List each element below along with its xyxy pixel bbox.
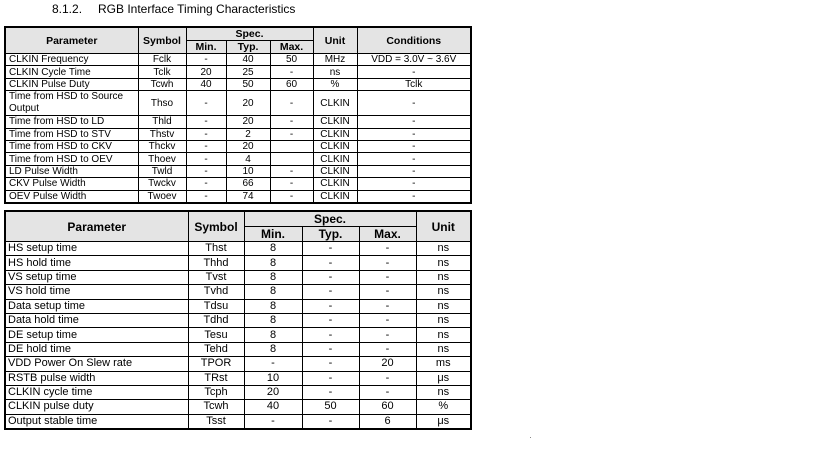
cell-typ: -	[302, 328, 359, 342]
cell-parameter: CLKIN pulse duty	[5, 400, 188, 414]
cell-parameter: RSTB pulse width	[5, 371, 188, 385]
table-row	[5, 91, 471, 116]
cell-unit: ms	[416, 357, 471, 371]
table-row	[5, 190, 471, 203]
cell-typ: 50	[226, 78, 270, 90]
cell-min: 8	[244, 313, 302, 327]
cell-parameter: Time from HSD to OEV	[5, 153, 138, 165]
cell-typ: 20	[226, 91, 270, 116]
cell-parameter: Time from HSD to Source Output	[5, 91, 138, 116]
table-row	[5, 285, 471, 299]
table-row	[5, 328, 471, 342]
cell-conditions: VDD = 3.0V ~ 3.6V	[357, 54, 471, 66]
cell-symbol: Twckv	[138, 178, 186, 190]
cell-symbol: Twoev	[138, 190, 186, 203]
cell-max: -	[359, 256, 416, 270]
header-parameter: Parameter	[5, 211, 188, 242]
cell-parameter: Data setup time	[5, 299, 188, 313]
header-spec: Spec.	[186, 27, 313, 41]
cell-min: 40	[244, 400, 302, 414]
table-row	[5, 153, 471, 165]
cell-max: 60	[270, 78, 313, 90]
cell-unit: μs	[416, 414, 471, 429]
cell-symbol: TRst	[188, 371, 244, 385]
cell-typ: 25	[226, 66, 270, 78]
cell-unit: MHz	[313, 54, 357, 66]
cell-min: 8	[244, 285, 302, 299]
stray-dot	[530, 437, 531, 438]
cell-typ: -	[302, 385, 359, 399]
table-row	[5, 400, 471, 414]
cell-min: 20	[244, 385, 302, 399]
cell-typ: 66	[226, 178, 270, 190]
cell-unit: CLKIN	[313, 153, 357, 165]
table-row	[5, 140, 471, 152]
cell-symbol: Tvhd	[188, 285, 244, 299]
cell-max: -	[270, 178, 313, 190]
cell-parameter: Time from HSD to STV	[5, 128, 138, 140]
cell-parameter: CLKIN Cycle Time	[5, 66, 138, 78]
cell-max: -	[359, 371, 416, 385]
table-row	[5, 299, 471, 313]
cell-conditions: Tclk	[357, 78, 471, 90]
cell-min: 8	[244, 328, 302, 342]
cell-parameter: VDD Power On Slew rate	[5, 357, 188, 371]
cell-min: -	[186, 54, 226, 66]
header-symbol: Symbol	[138, 27, 186, 54]
table-row	[5, 357, 471, 371]
cell-max: -	[359, 285, 416, 299]
cell-max: -	[270, 91, 313, 116]
cell-typ: 10	[226, 165, 270, 177]
cell-conditions: -	[357, 116, 471, 128]
cell-conditions: -	[357, 178, 471, 190]
cell-max: -	[270, 165, 313, 177]
cell-min: -	[186, 116, 226, 128]
cell-typ: -	[302, 371, 359, 385]
cell-min: 8	[244, 256, 302, 270]
table-row	[5, 342, 471, 356]
cell-unit: ns	[416, 299, 471, 313]
table-row	[5, 385, 471, 399]
cell-min: 40	[186, 78, 226, 90]
table-row	[5, 256, 471, 270]
table-row	[5, 414, 471, 429]
cell-symbol: Tcwh	[138, 78, 186, 90]
cell-parameter: LD Pulse Width	[5, 165, 138, 177]
cell-conditions: -	[357, 140, 471, 152]
cell-parameter: HS hold time	[5, 256, 188, 270]
cell-unit: ns	[416, 328, 471, 342]
cell-max: -	[359, 328, 416, 342]
cell-typ: -	[302, 285, 359, 299]
cell-symbol: Fclk	[138, 54, 186, 66]
header-min: Min.	[186, 41, 226, 54]
cell-min: -	[186, 128, 226, 140]
header-typ: Typ.	[226, 41, 270, 54]
cell-min: 8	[244, 342, 302, 356]
cell-min: 8	[244, 299, 302, 313]
cell-conditions: -	[357, 91, 471, 116]
cell-symbol: Tclk	[138, 66, 186, 78]
cell-parameter: DE hold time	[5, 342, 188, 356]
cell-symbol: TPOR	[188, 357, 244, 371]
cell-conditions: -	[357, 165, 471, 177]
table-row	[5, 178, 471, 190]
cell-typ: -	[302, 313, 359, 327]
cell-typ: 20	[226, 116, 270, 128]
cell-conditions: -	[357, 153, 471, 165]
timing-characteristics-table	[4, 210, 472, 430]
cell-parameter: Data hold time	[5, 313, 188, 327]
cell-parameter: Time from HSD to LD	[5, 116, 138, 128]
cell-typ: -	[302, 270, 359, 284]
cell-typ: -	[302, 242, 359, 256]
cell-symbol: Tsst	[188, 414, 244, 429]
cell-typ: -	[302, 256, 359, 270]
cell-min: 10	[244, 371, 302, 385]
header-parameter: Parameter	[5, 27, 138, 54]
cell-max: 50	[270, 54, 313, 66]
cell-typ: 74	[226, 190, 270, 203]
cell-typ: 40	[226, 54, 270, 66]
cell-unit: ns	[416, 285, 471, 299]
cell-parameter: OEV Pulse Width	[5, 190, 138, 203]
cell-max	[270, 153, 313, 165]
cell-symbol: Twld	[138, 165, 186, 177]
cell-parameter: Time from HSD to CKV	[5, 140, 138, 152]
cell-unit: CLKIN	[313, 190, 357, 203]
cell-unit: CLKIN	[313, 128, 357, 140]
cell-parameter: DE setup time	[5, 328, 188, 342]
cell-symbol: Thoev	[138, 153, 186, 165]
cell-symbol: Thst	[188, 242, 244, 256]
cell-unit: CLKIN	[313, 116, 357, 128]
cell-parameter: CLKIN cycle time	[5, 385, 188, 399]
cell-symbol: Thld	[138, 116, 186, 128]
cell-symbol: Tcwh	[188, 400, 244, 414]
cell-max: -	[359, 299, 416, 313]
header-max: Max.	[359, 227, 416, 242]
cell-min: -	[244, 357, 302, 371]
cell-typ: -	[302, 342, 359, 356]
cell-unit: ns	[313, 66, 357, 78]
table-row	[5, 128, 471, 140]
cell-parameter: CKV Pulse Width	[5, 178, 138, 190]
cell-min: -	[244, 414, 302, 429]
cell-symbol: Thstv	[138, 128, 186, 140]
cell-unit: %	[313, 78, 357, 90]
cell-max: -	[359, 385, 416, 399]
cell-unit: ns	[416, 342, 471, 356]
cell-conditions: -	[357, 66, 471, 78]
cell-symbol: Thckv	[138, 140, 186, 152]
cell-min: -	[186, 178, 226, 190]
cell-unit: μs	[416, 371, 471, 385]
cell-parameter: CLKIN Frequency	[5, 54, 138, 66]
cell-min: -	[186, 190, 226, 203]
cell-symbol: Thso	[138, 91, 186, 116]
cell-parameter: VS hold time	[5, 285, 188, 299]
table-row	[5, 116, 471, 128]
header-max: Max.	[270, 41, 313, 54]
section-number: 8.1.2.	[52, 2, 83, 16]
cell-max: -	[270, 190, 313, 203]
cell-unit: CLKIN	[313, 178, 357, 190]
cell-unit: CLKIN	[313, 140, 357, 152]
cell-max: -	[270, 116, 313, 128]
cell-min: 8	[244, 242, 302, 256]
cell-unit: ns	[416, 385, 471, 399]
table-row	[5, 313, 471, 327]
header-conditions: Conditions	[357, 27, 471, 54]
cell-symbol: Tehd	[188, 342, 244, 356]
header-spec: Spec.	[244, 211, 416, 227]
section-title: RGB Interface Timing Characteristics	[98, 2, 296, 16]
cell-min: -	[186, 140, 226, 152]
cell-max: 6	[359, 414, 416, 429]
cell-symbol: Tcph	[188, 385, 244, 399]
cell-typ: 4	[226, 153, 270, 165]
section-heading	[52, 2, 295, 16]
cell-parameter: HS setup time	[5, 242, 188, 256]
cell-unit: ns	[416, 313, 471, 327]
table-row	[5, 242, 471, 256]
cell-symbol: Thhd	[188, 256, 244, 270]
cell-parameter: CLKIN Pulse Duty	[5, 78, 138, 90]
header-min: Min.	[244, 227, 302, 242]
cell-unit: CLKIN	[313, 165, 357, 177]
cell-max: -	[270, 128, 313, 140]
cell-min: -	[186, 91, 226, 116]
table-row	[5, 165, 471, 177]
header-symbol: Symbol	[188, 211, 244, 242]
cell-min: -	[186, 165, 226, 177]
header-unit: Unit	[416, 211, 471, 242]
table-row	[5, 371, 471, 385]
cell-unit: CLKIN	[313, 91, 357, 116]
cell-symbol: Tdsu	[188, 299, 244, 313]
cell-typ: 2	[226, 128, 270, 140]
cell-min: -	[186, 153, 226, 165]
cell-max: -	[359, 242, 416, 256]
cell-conditions: -	[357, 190, 471, 203]
cell-symbol: Tdhd	[188, 313, 244, 327]
cell-typ: -	[302, 414, 359, 429]
cell-unit: ns	[416, 270, 471, 284]
cell-typ: -	[302, 299, 359, 313]
cell-unit: ns	[416, 256, 471, 270]
cell-typ: 20	[226, 140, 270, 152]
cell-max: -	[359, 342, 416, 356]
table-row	[5, 270, 471, 284]
cell-symbol: Tvst	[188, 270, 244, 284]
cell-typ: 50	[302, 400, 359, 414]
cell-max: 20	[359, 357, 416, 371]
cell-parameter: VS setup time	[5, 270, 188, 284]
table-row	[5, 78, 471, 90]
header-unit: Unit	[313, 27, 357, 54]
cell-max: -	[270, 66, 313, 78]
cell-parameter: Output stable time	[5, 414, 188, 429]
rgb-timing-table	[4, 26, 472, 204]
cell-unit: ns	[416, 242, 471, 256]
cell-symbol: Tesu	[188, 328, 244, 342]
cell-conditions: -	[357, 128, 471, 140]
cell-min: 20	[186, 66, 226, 78]
table-row	[5, 54, 471, 66]
cell-max	[270, 140, 313, 152]
cell-min: 8	[244, 270, 302, 284]
cell-max: 60	[359, 400, 416, 414]
header-typ: Typ.	[302, 227, 359, 242]
cell-max: -	[359, 313, 416, 327]
cell-typ: -	[302, 357, 359, 371]
cell-max: -	[359, 270, 416, 284]
cell-unit: %	[416, 400, 471, 414]
table-row	[5, 66, 471, 78]
